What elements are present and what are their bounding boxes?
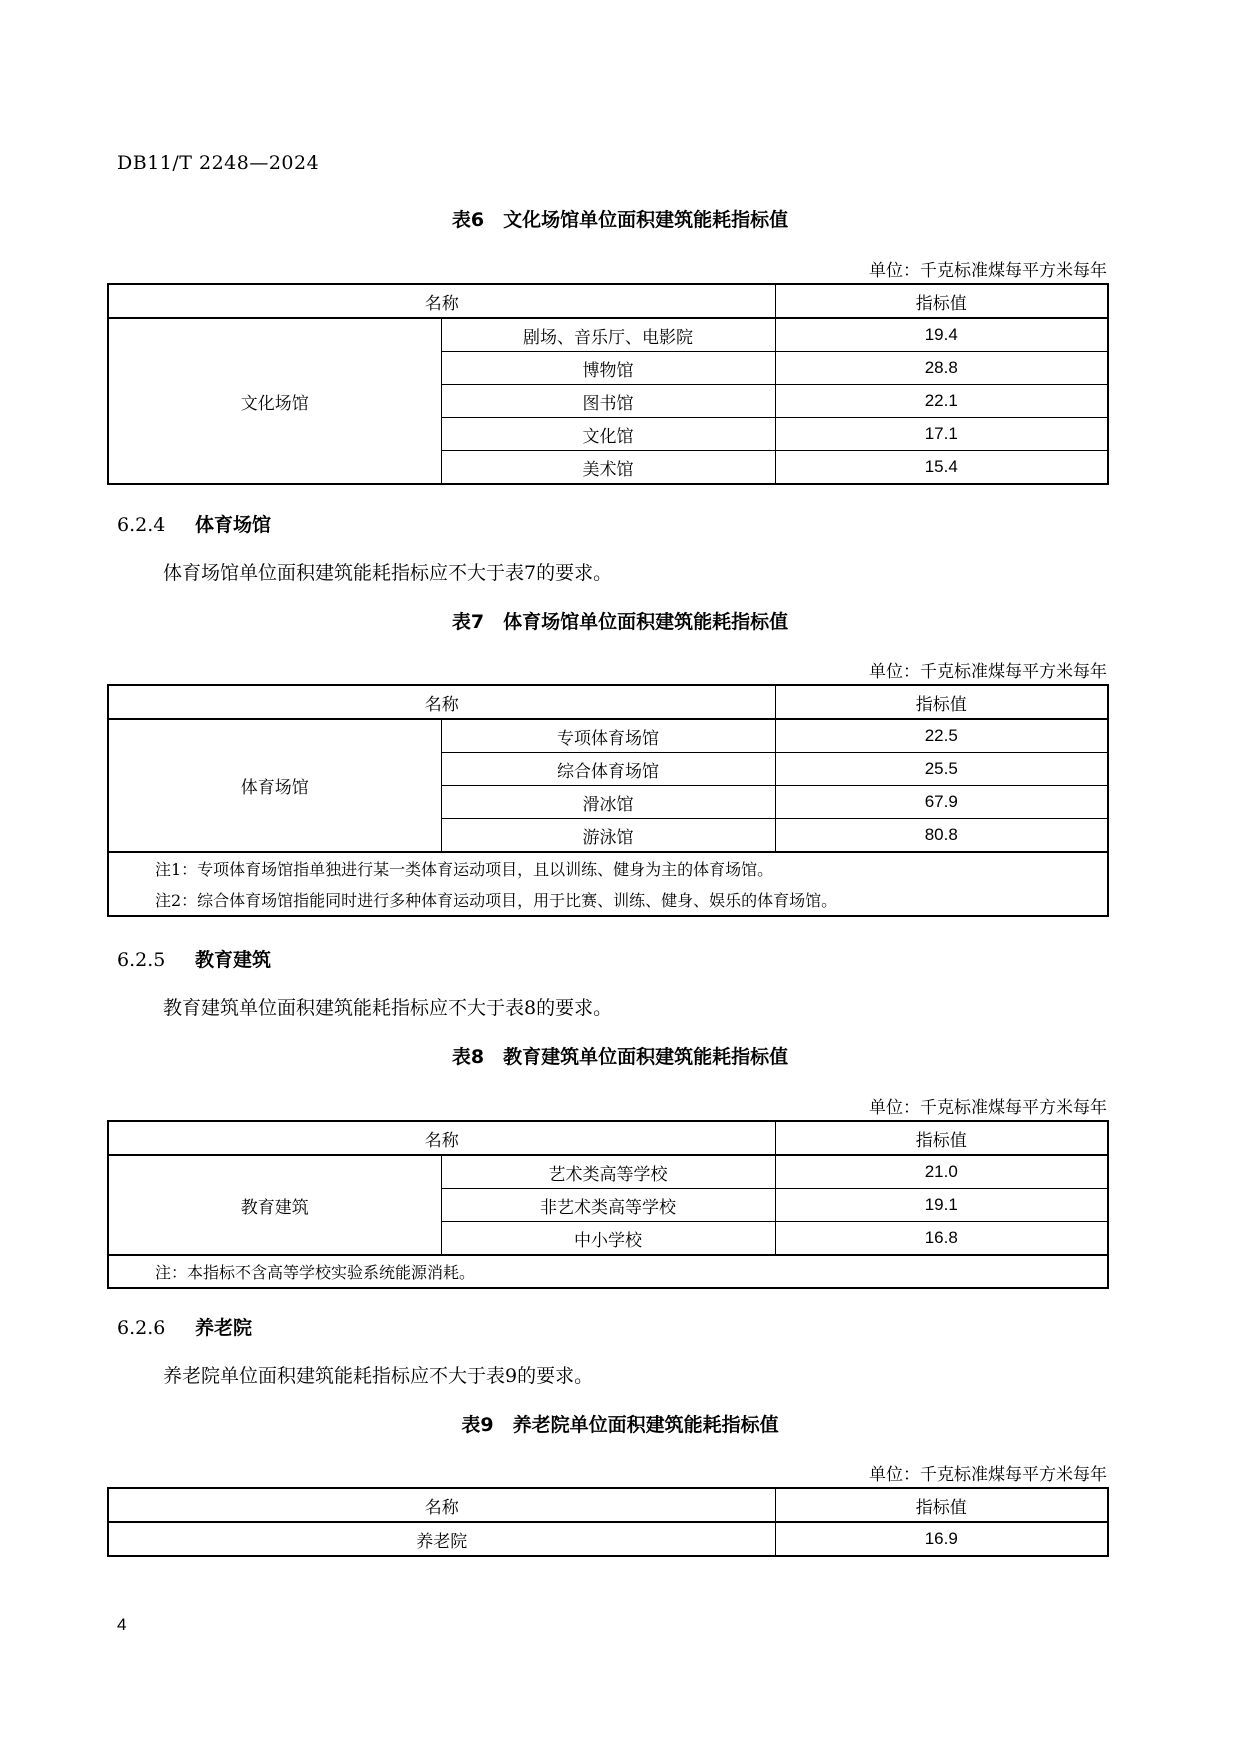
section-title: 体育场馆 — [195, 514, 272, 536]
item-name: 中小学校 — [441, 1222, 775, 1256]
header-value: 指标值 — [775, 284, 1108, 318]
table8 — [107, 1120, 1109, 1289]
item-value: 17.1 — [775, 418, 1108, 451]
header-name: 名称 — [108, 685, 775, 719]
table9-caption: 表9 养老院单位面积建筑能耗指标值 — [461, 1414, 779, 1436]
table7-caption: 表7 体育场馆单位面积建筑能耗指标值 — [451, 611, 789, 633]
item-value: 22.5 — [775, 719, 1108, 753]
header-value: 指标值 — [775, 1488, 1108, 1522]
section-number: 6.2.6 — [117, 1317, 166, 1339]
table-note: 注：本指标不含高等学校实验系统能源消耗。 — [108, 1255, 1108, 1288]
item-name: 剧场、音乐厅、电影院 — [441, 318, 775, 352]
item-name: 综合体育场馆 — [441, 753, 775, 786]
section-heading-6-2-4 — [117, 510, 271, 537]
table-row — [108, 318, 1108, 352]
section-number: 6.2.5 — [117, 949, 166, 971]
item-name: 艺术类高等学校 — [441, 1155, 775, 1189]
table6 — [107, 283, 1109, 485]
section-number: 6.2.4 — [117, 514, 166, 536]
table-row — [108, 1155, 1108, 1189]
section-heading-6-2-6 — [117, 1313, 252, 1340]
table9 — [107, 1487, 1109, 1557]
item-value: 15.4 — [775, 451, 1108, 485]
item-name: 滑冰馆 — [441, 786, 775, 819]
table6-caption: 表6 文化场馆单位面积建筑能耗指标值 — [451, 209, 789, 231]
table6-unit: 单位：千克标准煤每平方米每年 — [869, 261, 1107, 281]
item-value: 21.0 — [775, 1155, 1108, 1189]
page-number: 4 — [117, 1615, 127, 1634]
item-name: 博物馆 — [441, 352, 775, 385]
table-note-row — [108, 884, 1108, 916]
category-cell: 文化场馆 — [108, 318, 441, 484]
item-value: 25.5 — [775, 753, 1108, 786]
table-header-row — [108, 1121, 1108, 1155]
table-note: 注1：专项体育场馆指单独进行某一类体育运动项目，且以训练、健身为主的体育场馆。 — [108, 852, 1108, 884]
table-header-row — [108, 1488, 1108, 1522]
table-row — [108, 719, 1108, 753]
section-paragraph: 教育建筑单位面积建筑能耗指标应不大于表8的要求。 — [163, 997, 613, 1019]
document-id: DB11/T 2248—2024 — [117, 152, 320, 174]
header-name: 名称 — [108, 1488, 775, 1522]
table7 — [107, 684, 1109, 917]
section-title: 养老院 — [195, 1317, 253, 1339]
table-header-row — [108, 685, 1108, 719]
table-note-row — [108, 852, 1108, 884]
table8-caption: 表8 教育建筑单位面积建筑能耗指标值 — [451, 1046, 789, 1068]
item-value: 28.8 — [775, 352, 1108, 385]
table7-unit: 单位：千克标准煤每平方米每年 — [869, 662, 1107, 682]
item-name: 图书馆 — [441, 385, 775, 418]
item-value: 19.4 — [775, 318, 1108, 352]
table9-unit: 单位：千克标准煤每平方米每年 — [869, 1465, 1107, 1485]
table8-unit: 单位：千克标准煤每平方米每年 — [869, 1098, 1107, 1118]
item-name: 游泳馆 — [441, 819, 775, 853]
item-value: 22.1 — [775, 385, 1108, 418]
header-value: 指标值 — [775, 685, 1108, 719]
table-note-row — [108, 1255, 1108, 1288]
section-title: 教育建筑 — [195, 949, 272, 971]
item-name: 养老院 — [108, 1522, 775, 1556]
item-name: 文化馆 — [441, 418, 775, 451]
category-cell: 体育场馆 — [108, 719, 441, 852]
header-name: 名称 — [108, 284, 775, 318]
item-value: 80.8 — [775, 819, 1108, 853]
header-value: 指标值 — [775, 1121, 1108, 1155]
item-name: 非艺术类高等学校 — [441, 1189, 775, 1222]
item-value: 16.8 — [775, 1222, 1108, 1256]
section-heading-6-2-5 — [117, 945, 271, 972]
item-name: 专项体育场馆 — [441, 719, 775, 753]
table-row — [108, 1522, 1108, 1556]
section-paragraph: 养老院单位面积建筑能耗指标应不大于表9的要求。 — [163, 1365, 594, 1387]
item-value: 16.9 — [775, 1522, 1108, 1556]
category-cell: 教育建筑 — [108, 1155, 441, 1255]
table-header-row — [108, 284, 1108, 318]
header-name: 名称 — [108, 1121, 775, 1155]
table-note: 注2：综合体育场馆指能同时进行多种体育运动项目，用于比赛、训练、健身、娱乐的体育场馆。 — [108, 884, 1108, 916]
section-paragraph: 体育场馆单位面积建筑能耗指标应不大于表7的要求。 — [163, 562, 613, 584]
item-value: 19.1 — [775, 1189, 1108, 1222]
item-value: 67.9 — [775, 786, 1108, 819]
item-name: 美术馆 — [441, 451, 775, 485]
